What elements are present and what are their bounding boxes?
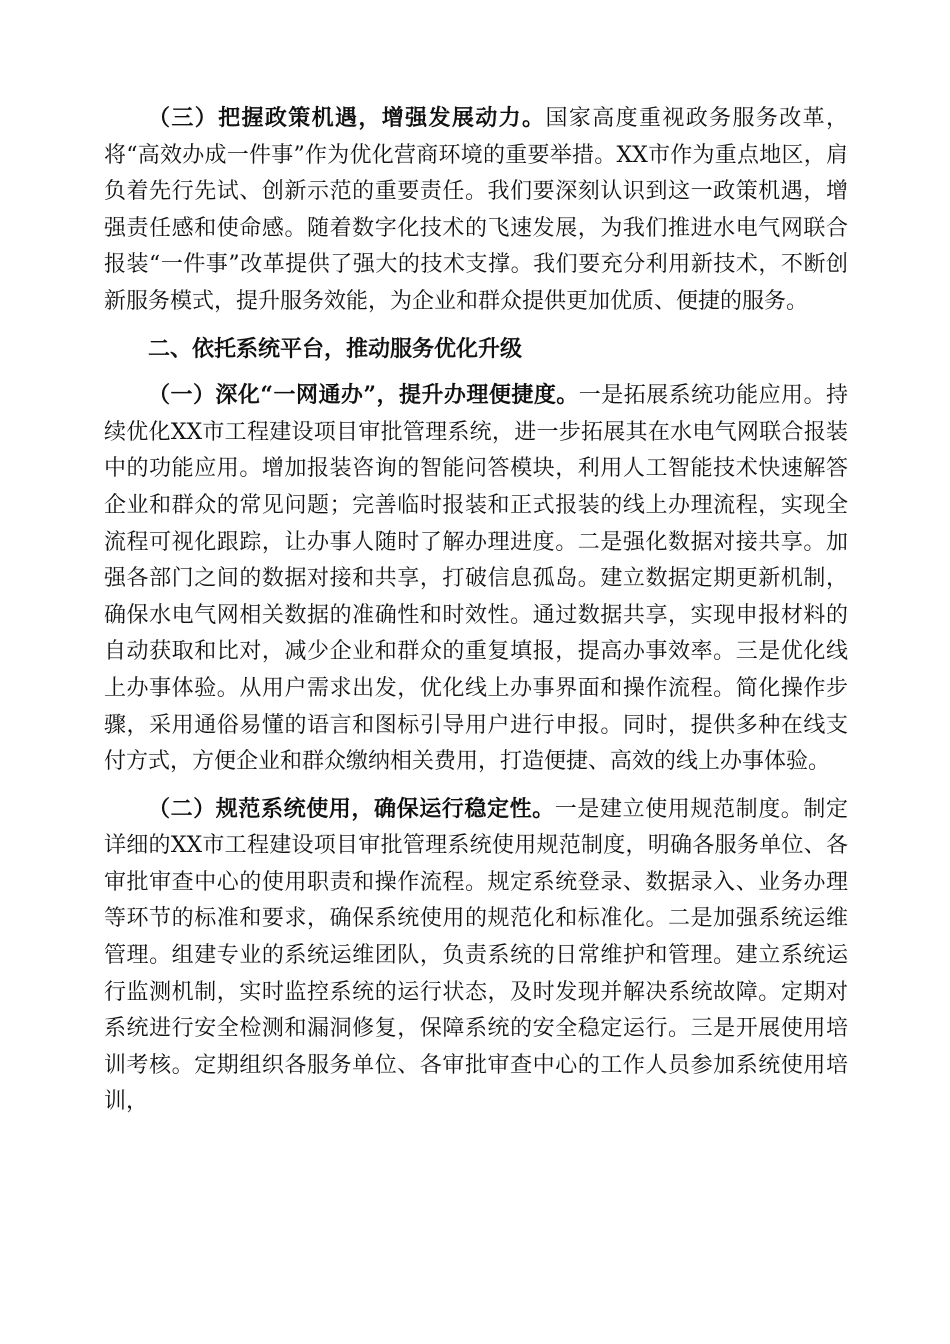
paragraph-policy-opportunity [104,100,848,321]
paragraph-lead-heading: （三）把握政策机遇，增强发展动力。 [148,105,546,131]
paragraph-lead-heading: （二）规范系统使用，确保运行稳定性。 [148,795,555,822]
document-page [104,100,848,1131]
section-heading: 二、依托系统平台，推动服务优化升级 [148,335,523,362]
paragraph-body: 一是建立使用规范制度。制定详细的XX市工程建设项目审批管理系统使用规范制度，明确各服务单位、各审批审查中心的使用职责和操作流程。规定系统登录、数据录入、业务办理等环节的标准和要求，确保系统使用的规范化和标准化。二是加强系统运维管理。组建专业的系统运维团队，负责系统的日常维护和管理。建立系统运行监测机制，实时监控系统的运行状态，及时发现并解决系统故障。定期对系统进行安全检测和漏洞修复，保障系统的安全稳定运行。三是开展使用培训考核。定期组织各服务单位、各审批审查中心的工作人员参加系统使用培训， [104,796,848,1115]
paragraph-one-network [104,377,848,781]
paragraph-body: 国家高度重视政务服务改革，将“高效办成一件事”作为优化营商环境的重要举措。XX市作为重点地区，肩负着先行先试、创新示范的重要责任。我们要深刻认识到这一政策机遇，增强责任感和使命感。随着数字化技术的飞速发展，为我们推进水电气网联合报装“一件事”改革提供了强大的技术支撑。我们要充分利用新技术，不断创新服务模式，提升服务效能，为企业和群众提供更加优质、便捷的服务。 [104,106,848,314]
paragraph-lead-heading: （一）深化“一网通办”，提升办理便捷度。 [148,382,579,409]
paragraph-system-usage [104,791,848,1121]
paragraph-body: 一是拓展系统功能应用。持续优化XX市工程建设项目审批管理系统，进一步拓展其在水电气网联合报装中的功能应用。增加报装咨询的智能问答模块，利用人工智能技术快速解答企业和群众的常见问题；完善临时报装和正式报装的线上办理流程，实现全流程可视化跟踪，让办事人随时了解办理进度。二是强化数据对接共享。加强各部门之间的数据对接和共享，打破信息孤岛。建立数据定期更新机制，确保水电气网相关数据的准确性和时效性。通过数据共享，实现申报材料的自动获取和比对，减少企业和群众的重复填报，提高办事效率。三是优化线上办事体验。从用户需求出发，优化线上办事界面和操作流程。简化操作步骤，采用通俗易懂的语言和图标引导用户进行申报。同时，提供多种在线支付方式，方便企业和群众缴纳相关费用，打造便捷、高效的线上办事体验。 [104,383,848,775]
